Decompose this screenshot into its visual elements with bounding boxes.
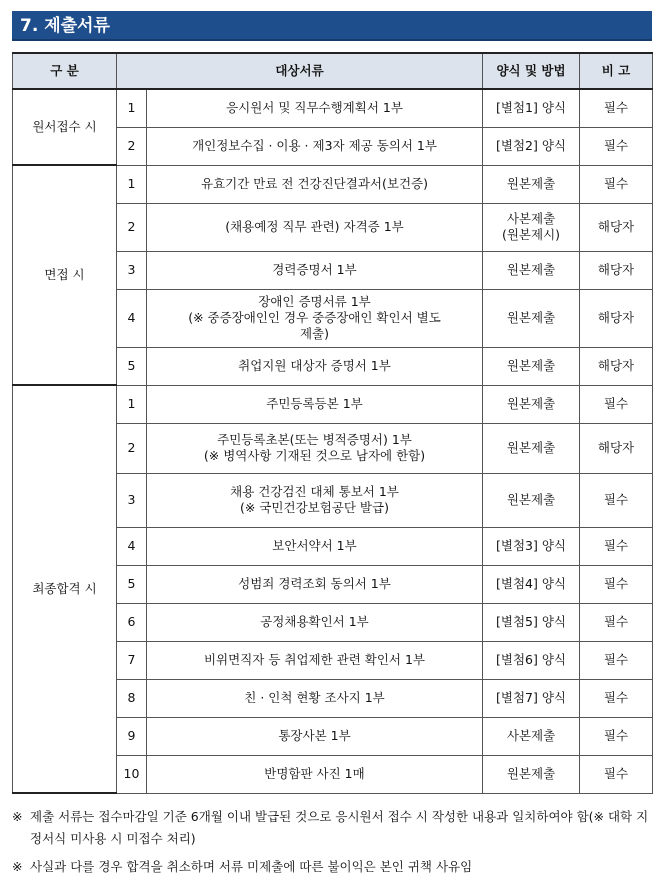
method-cell [483, 473, 580, 527]
method-line: 원본제출 [506, 396, 556, 411]
method-cell [483, 347, 580, 385]
row-number: 4 [117, 289, 147, 347]
footnote-1 [12, 806, 657, 850]
document-cell [147, 755, 483, 793]
note-mark: ※ [12, 809, 23, 824]
category-cell: 면접 시 [13, 165, 117, 385]
row-number: 4 [117, 527, 147, 565]
table-row [13, 89, 653, 127]
note-cell: 필수 [580, 565, 653, 603]
method-line: 원본제출 [506, 262, 556, 277]
method-line: 사본제출 [506, 211, 556, 226]
footnotes [12, 806, 657, 878]
document-cell [147, 127, 483, 165]
document-line: (※ 병역사항 기재된 것으로 남자에 한함) [203, 448, 426, 463]
method-cell [483, 251, 580, 289]
header-category: 구 분 [13, 53, 117, 89]
document-cell [147, 203, 483, 251]
row-number: 2 [117, 423, 147, 473]
document-cell [147, 473, 483, 527]
method-cell [483, 565, 580, 603]
document-cell [147, 679, 483, 717]
note-cell: 해당자 [580, 347, 653, 385]
row-number: 3 [117, 473, 147, 527]
method-cell [483, 203, 580, 251]
note-cell: 해당자 [580, 423, 653, 473]
document-cell [147, 165, 483, 203]
table-body [13, 89, 653, 793]
document-cell [147, 89, 483, 127]
category-cell: 원서접수 시 [13, 89, 117, 165]
document-cell [147, 289, 483, 347]
document-line: 비위면직자 등 취업제한 관련 확인서 1부 [203, 652, 426, 667]
row-number: 8 [117, 679, 147, 717]
method-cell [483, 127, 580, 165]
method-line: [별첨5] 양식 [496, 614, 566, 629]
header-method: 양식 및 방법 [483, 53, 580, 89]
document-line: 장애인 증명서류 1부 [258, 294, 371, 309]
note-cell: 해당자 [580, 203, 653, 251]
header-note: 비 고 [580, 53, 653, 89]
row-number: 3 [117, 251, 147, 289]
note-cell: 필수 [580, 165, 653, 203]
method-line: 원본제출 [506, 358, 556, 373]
document-line: 성범죄 경력조회 동의서 1부 [238, 576, 391, 591]
document-cell [147, 251, 483, 289]
method-cell [483, 755, 580, 793]
note-text: 제출 서류는 접수마감일 기준 6개월 이내 발급된 것으로 응시원서 접수 시 작성한 내용과 일치하여야 함(※ 대학 지정서식 미사용 시 미접수 처리) [30, 809, 649, 846]
method-cell [483, 717, 580, 755]
document-line: 유효기간 만료 전 건강진단결과서(보건증) [201, 176, 428, 191]
method-line: [별첨7] 양식 [496, 690, 566, 705]
method-line: [별첨1] 양식 [496, 100, 566, 116]
row-number: 1 [117, 89, 147, 127]
document-line: 경력증명서 1부 [272, 262, 357, 277]
document-cell [147, 603, 483, 641]
document-cell [147, 347, 483, 385]
row-number: 5 [117, 347, 147, 385]
method-cell [483, 603, 580, 641]
note-cell: 필수 [580, 755, 653, 793]
method-cell [483, 289, 580, 347]
method-cell [483, 423, 580, 473]
note-cell: 필수 [580, 385, 653, 423]
note-cell: 필수 [580, 717, 653, 755]
document-cell [147, 717, 483, 755]
row-number: 2 [117, 127, 147, 165]
note-cell: 필수 [580, 603, 653, 641]
method-cell [483, 527, 580, 565]
table-row [13, 385, 653, 423]
method-line: 원본제출 [506, 176, 556, 191]
footnote-2 [12, 856, 657, 878]
method-cell [483, 679, 580, 717]
note-cell: 해당자 [580, 251, 653, 289]
row-number: 10 [117, 755, 147, 793]
method-line: 원본제출 [506, 440, 556, 455]
method-cell [483, 641, 580, 679]
row-number: 9 [117, 717, 147, 755]
document-line: 취업지원 대상자 증명서 1부 [238, 358, 391, 373]
method-line: [별첨3] 양식 [496, 538, 566, 553]
document-cell [147, 641, 483, 679]
document-cell [147, 423, 483, 473]
row-number: 1 [117, 385, 147, 423]
document-line: 주민등록초본(또는 병적증명서) 1부 [217, 432, 412, 447]
document-line: 채용 건강검진 대체 통보서 1부 [230, 484, 399, 499]
method-line: [별첨6] 양식 [496, 652, 566, 667]
note-cell: 필수 [580, 473, 653, 527]
document-line: (※ 국민건강보험공단 발급) [240, 500, 389, 515]
document-cell [147, 527, 483, 565]
note-mark: ※ [12, 859, 23, 874]
document-line: 제출) [299, 326, 330, 341]
table-row [13, 165, 653, 203]
document-line: 친 · 인척 현황 조사지 1부 [244, 690, 385, 705]
document-line: 보안서약서 1부 [272, 538, 357, 553]
row-number: 2 [117, 203, 147, 251]
method-line: [별첨2] 양식 [496, 138, 566, 153]
section-title: 7. 제출서류 [12, 11, 652, 41]
method-cell [483, 385, 580, 423]
note-cell: 필수 [580, 641, 653, 679]
category-cell: 최종합격 시 [13, 385, 117, 793]
document-cell [147, 565, 483, 603]
note-cell: 필수 [580, 89, 653, 127]
row-number: 1 [117, 165, 147, 203]
document-line: (채용예정 직무 관련) 자격증 1부 [225, 219, 404, 234]
method-cell [483, 165, 580, 203]
header-documents: 대상서류 [117, 53, 483, 89]
row-number: 6 [117, 603, 147, 641]
document-line: 반명함판 사진 1매 [264, 766, 365, 781]
note-cell: 해당자 [580, 289, 653, 347]
method-cell [483, 89, 580, 127]
row-number: 5 [117, 565, 147, 603]
document-cell [147, 385, 483, 423]
method-line: 원본제출 [506, 766, 556, 781]
method-line: [별첨4] 양식 [496, 576, 566, 591]
document-line: 개인정보수집 · 이용 · 제3자 제공 동의서 1부 [192, 138, 437, 153]
method-line: (원본제시) [501, 227, 561, 242]
document-line: 응시원서 및 직무수행계획서 1부 [226, 100, 403, 116]
document-line: 공정채용확인서 1부 [260, 614, 369, 629]
row-number: 7 [117, 641, 147, 679]
method-line: 원본제출 [506, 310, 556, 325]
note-cell: 필수 [580, 127, 653, 165]
note-text: 사실과 다를 경우 합격을 취소하며 서류 미제출에 따른 불이익은 본인 귀책 사유임 [30, 859, 473, 874]
required-documents-table [12, 52, 653, 794]
table-header-row [13, 53, 653, 89]
note-cell: 필수 [580, 527, 653, 565]
document-line: (※ 중증장애인인 경우 중증장애인 확인서 별도 [188, 310, 441, 325]
method-line: 원본제출 [506, 492, 556, 507]
note-cell: 필수 [580, 679, 653, 717]
document-line: 통장사본 1부 [278, 728, 351, 743]
method-line: 사본제출 [506, 728, 556, 743]
document-line: 주민등록등본 1부 [266, 396, 363, 411]
